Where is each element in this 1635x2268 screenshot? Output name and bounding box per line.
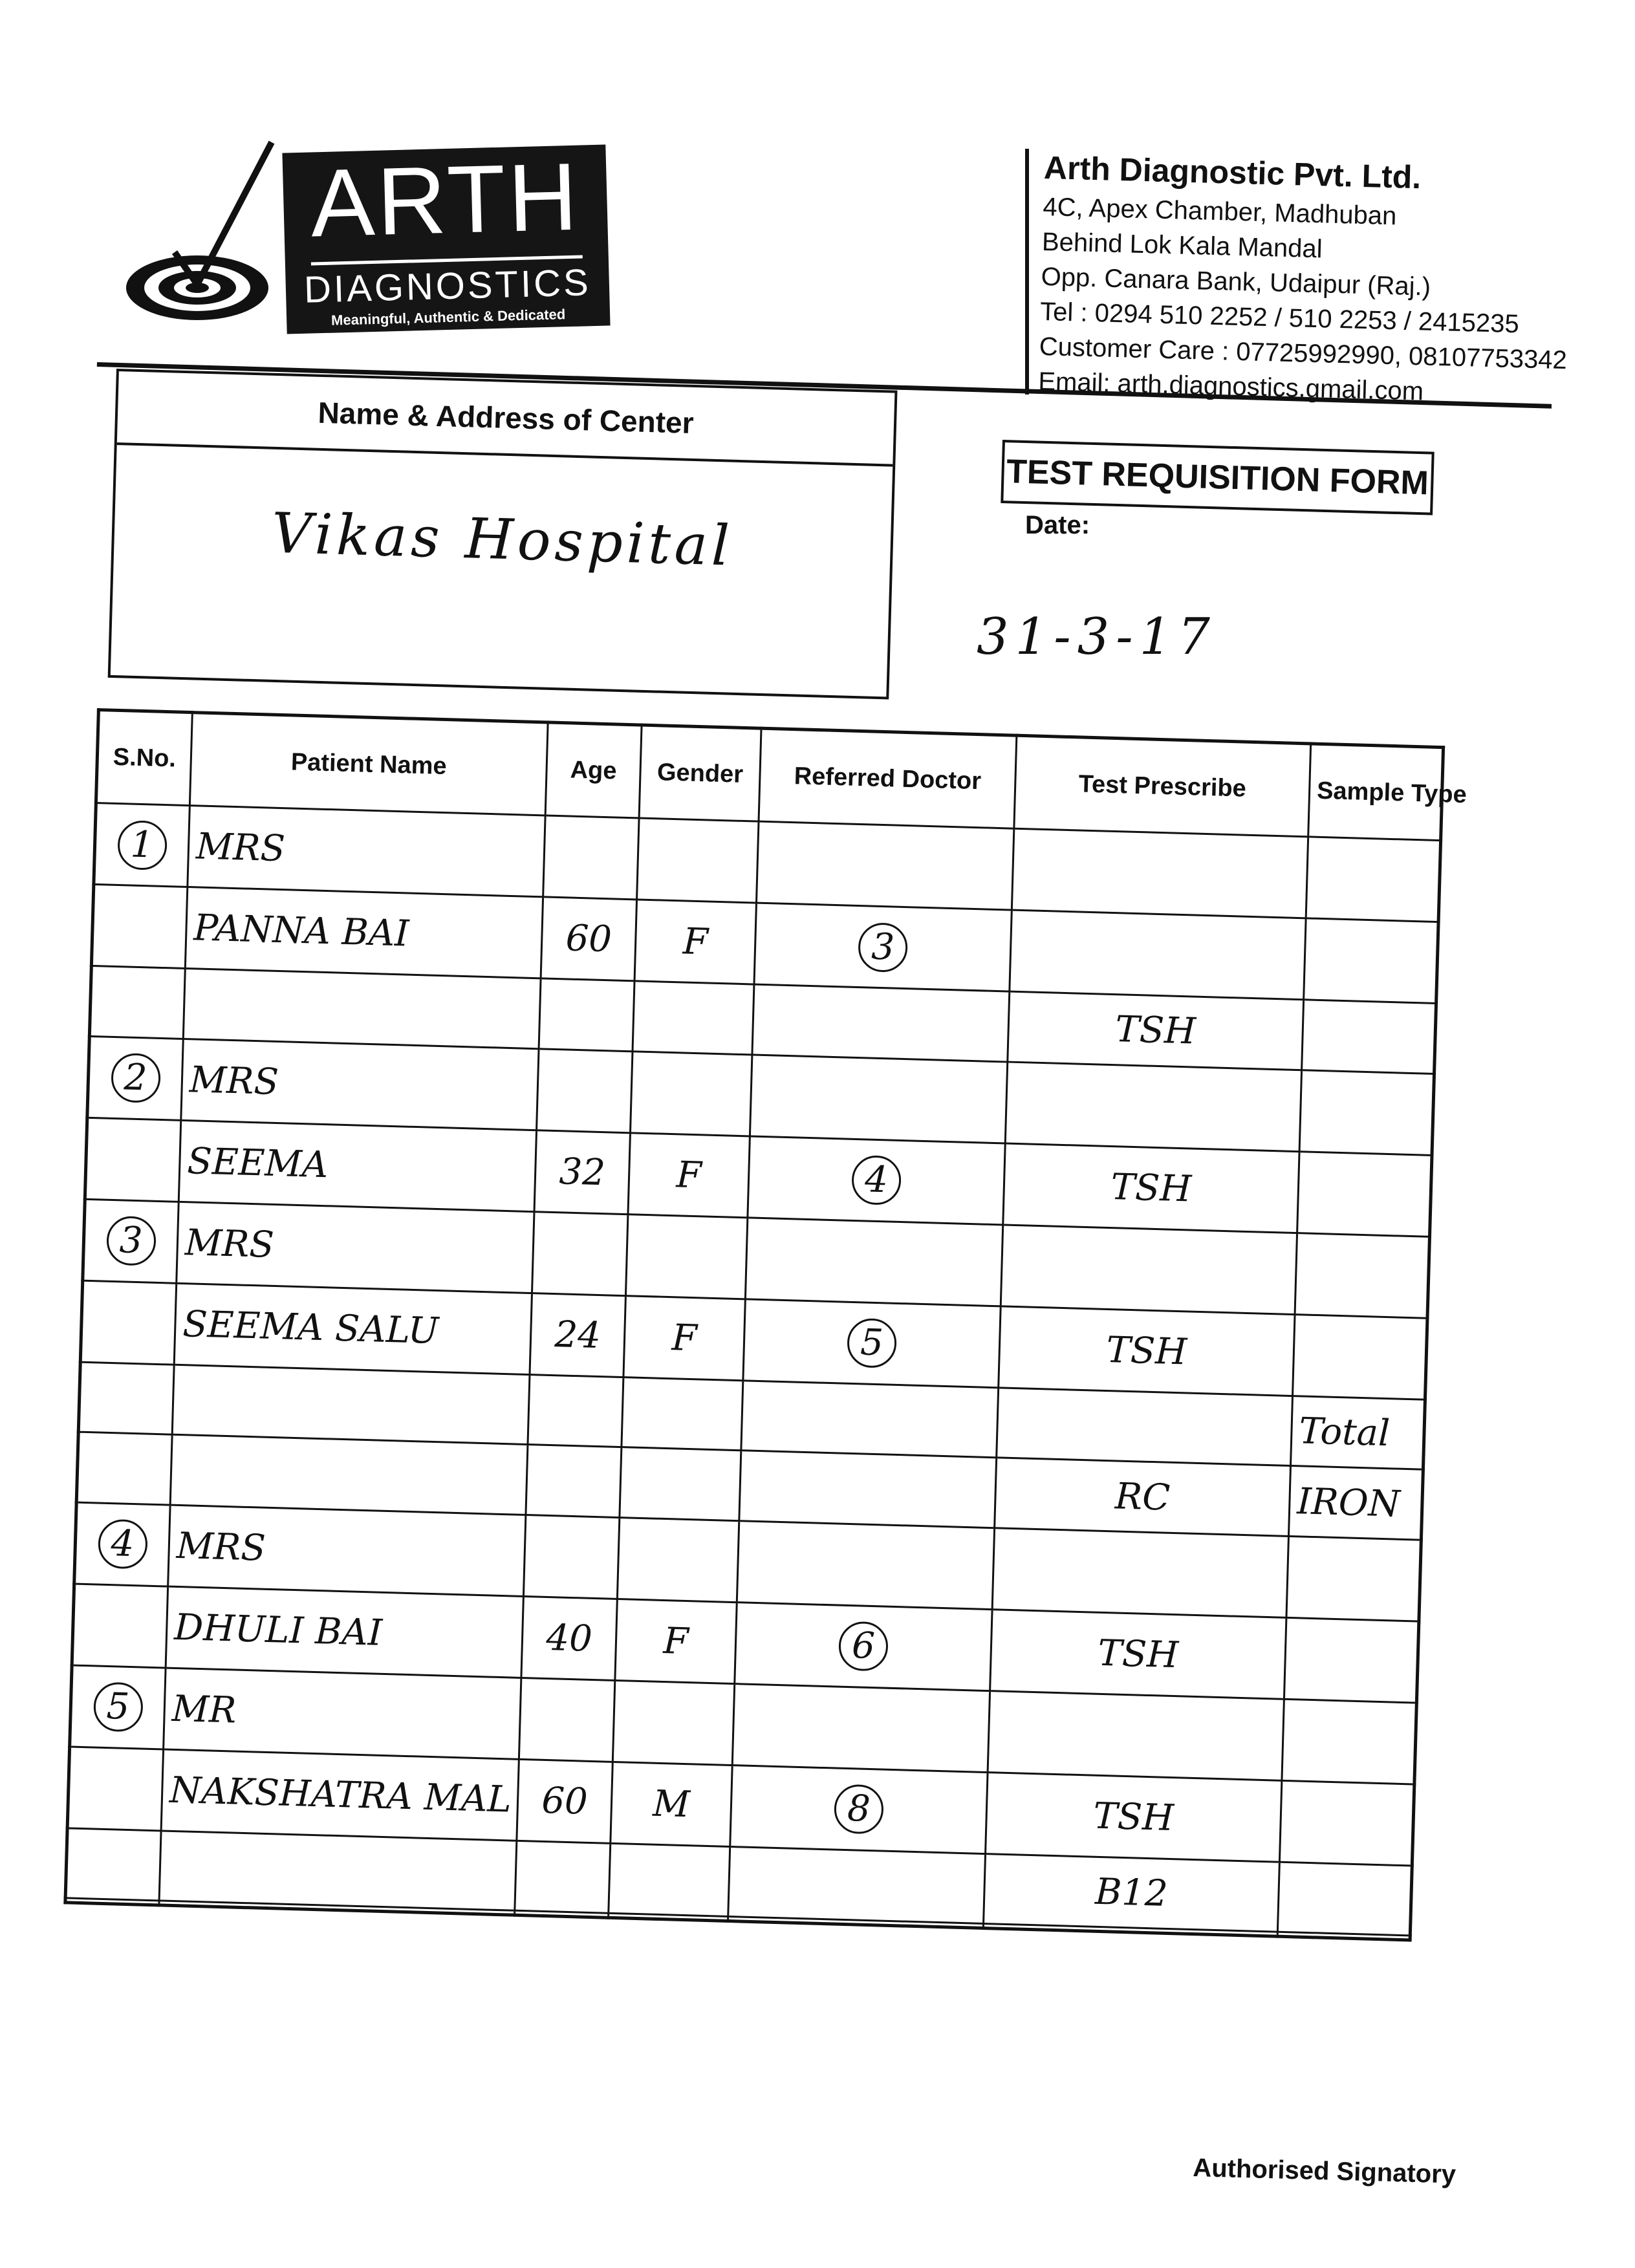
cell-sample-type <box>1302 1000 1436 1074</box>
cell-referred-doctor <box>743 1299 1001 1388</box>
col-header-age: Age <box>545 722 642 818</box>
cell-patient-name-value: MRS <box>189 1058 279 1103</box>
cell-sno <box>65 1828 161 1901</box>
cell-patient-name <box>170 1434 528 1515</box>
col-header-sample-type: Sample Type <box>1308 744 1444 841</box>
cell-referred-doctor-value: 3 <box>858 922 908 973</box>
target-check-icon <box>123 226 272 323</box>
cell-test-prescribe <box>984 1854 1280 1932</box>
cell-sno <box>78 1362 174 1435</box>
form-title: TEST REQUISITION FORM <box>1001 440 1434 515</box>
cell-age <box>541 897 636 981</box>
cell-patient-name <box>161 1749 519 1841</box>
cell-age <box>530 1293 625 1377</box>
cell-sno <box>67 1747 163 1831</box>
email-line: Email: arth.diagnostics.gmail.com <box>1037 367 1424 406</box>
center-box <box>108 369 898 700</box>
cell-patient-name <box>183 969 541 1049</box>
cell-referred-doctor <box>732 1683 990 1772</box>
customer-care-line: Customer Care : 07725992990, 08107753342 <box>1039 332 1568 375</box>
patient-table <box>63 708 1467 1941</box>
cell-referred-doctor <box>739 1451 997 1528</box>
cell-age <box>532 1211 628 1295</box>
cell-patient-name <box>174 1283 532 1374</box>
cell-sno <box>85 1118 180 1202</box>
col-header-test-prescribe: Test Prescribe <box>1014 735 1311 837</box>
cell-test-prescribe-value: TSH <box>1097 1632 1179 1677</box>
cell-referred-doctor <box>737 1520 994 1609</box>
logo-badge <box>282 145 610 334</box>
cell-test-prescribe-value: TSH <box>1105 1328 1188 1374</box>
cell-sample-type <box>1288 1466 1423 1540</box>
cell-sample-type <box>1304 918 1438 1004</box>
cell-gender-value: F <box>671 1316 698 1360</box>
cell-patient-name-value: DHULI BAI <box>173 1606 383 1654</box>
logo-tagline: Meaningful, Authentic & Dedicated <box>330 306 566 329</box>
cell-referred-doctor-value: 8 <box>834 1784 884 1835</box>
cell-sample-type <box>1293 1314 1427 1399</box>
phone-line: Tel : 0294 510 2252 / 510 2253 / 2415235 <box>1039 297 1520 339</box>
cell-patient-name-value: SEEMA SALU <box>182 1302 440 1352</box>
cell-test-prescribe-value: TSH <box>1092 1795 1175 1840</box>
cell-patient-name-value: SEEMA <box>186 1139 329 1186</box>
center-name-field: Vikas Hospital <box>270 501 734 579</box>
cell-referred-doctor <box>745 1218 1002 1306</box>
date-label: Date: <box>1025 511 1090 539</box>
cell-referred-doctor <box>730 1765 988 1853</box>
cell-test-prescribe <box>1003 1143 1299 1233</box>
col-header-sno: S.No. <box>96 710 192 806</box>
cell-referred-doctor-value: 4 <box>851 1155 902 1205</box>
cell-sample-type-value: IRON <box>1296 1480 1401 1526</box>
cell-sno-value: 3 <box>105 1216 156 1266</box>
cell-gender-value: F <box>662 1619 689 1663</box>
address-line: Behind Lok Kala Mandal <box>1041 227 1323 264</box>
cell-gender <box>630 1051 752 1136</box>
cell-sample-type <box>1282 1699 1416 1784</box>
cell-test-prescribe-value: RC <box>1114 1474 1171 1519</box>
cell-patient-name <box>172 1365 530 1445</box>
cell-gender <box>628 1132 750 1217</box>
cell-age <box>523 1515 619 1599</box>
cell-sno <box>91 885 187 969</box>
cell-patient-name-value: MRS <box>184 1221 275 1266</box>
cell-sample-type <box>1277 1862 1412 1936</box>
cell-test-prescribe <box>1005 1062 1301 1152</box>
cell-patient-name <box>179 1120 536 1211</box>
company-name: Arth Diagnostic Pvt. Ltd. <box>1043 149 1422 196</box>
cell-sno-value: 5 <box>92 1682 143 1733</box>
cell-referred-doctor <box>750 1055 1007 1143</box>
cell-referred-doctor <box>728 1846 986 1923</box>
cell-test-prescribe <box>992 1528 1288 1618</box>
cell-age-value: 60 <box>565 917 612 961</box>
logo-wordmark: ARTH <box>309 143 581 257</box>
cell-test-prescribe-value: B12 <box>1094 1871 1169 1916</box>
cell-patient-name-value: NAKSHATRA MAL <box>169 1769 512 1821</box>
cell-patient-name-value: MRS <box>175 1524 266 1570</box>
cell-gender <box>622 1377 743 1451</box>
cell-test-prescribe <box>990 1610 1286 1700</box>
address-line: Opp. Canara Bank, Udaipur (Raj.) <box>1041 262 1431 301</box>
cell-sno <box>72 1584 168 1668</box>
cell-test-prescribe <box>995 1458 1291 1536</box>
cell-gender <box>609 1843 730 1917</box>
cell-referred-doctor <box>754 903 1012 991</box>
cell-sample-type-value: Total <box>1298 1410 1391 1455</box>
cell-sno <box>70 1665 166 1749</box>
cell-sno-value: 2 <box>111 1053 161 1103</box>
cell-referred-doctor <box>741 1381 999 1458</box>
cell-test-prescribe <box>997 1388 1293 1466</box>
cell-sample-type <box>1297 1151 1432 1237</box>
cell-patient-name <box>166 1586 523 1678</box>
cell-age-value: 32 <box>558 1150 606 1194</box>
cell-sample-type <box>1286 1536 1421 1621</box>
cell-sample-type <box>1299 1070 1434 1155</box>
date-field: 31-3-17 <box>977 608 1217 666</box>
cell-sno-value: 1 <box>117 819 168 870</box>
cell-referred-doctor-value: 5 <box>847 1318 897 1368</box>
col-header-referred-doctor: Referred Doctor <box>759 728 1017 828</box>
header-divider <box>1025 149 1029 394</box>
cell-referred-doctor <box>748 1136 1005 1225</box>
cell-gender-value: M <box>652 1782 691 1826</box>
company-address-block <box>1038 146 1572 413</box>
cell-test-prescribe <box>1001 1225 1297 1315</box>
cell-gender-value: F <box>675 1153 702 1197</box>
cell-gender <box>625 1214 747 1299</box>
cell-sample-type <box>1291 1396 1425 1469</box>
cell-age-value: 40 <box>545 1616 593 1660</box>
cell-patient-name <box>164 1668 521 1759</box>
cell-patient-name <box>168 1505 526 1596</box>
cell-sample-type <box>1279 1780 1414 1866</box>
address-line: 4C, Apex Chamber, Madhuban <box>1042 192 1397 231</box>
col-header-gender: Gender <box>639 725 761 821</box>
cell-age <box>519 1678 614 1762</box>
cell-age-value: 60 <box>541 1779 589 1823</box>
cell-age <box>537 1048 633 1132</box>
cell-sample-type <box>1306 837 1440 922</box>
cell-sno <box>80 1280 176 1365</box>
cell-sno <box>94 803 189 887</box>
cell-gender-value: F <box>682 920 709 964</box>
cell-sno <box>74 1502 170 1586</box>
cell-patient-name <box>185 887 543 978</box>
cell-sample-type <box>1295 1233 1429 1318</box>
cell-patient-name <box>177 1202 534 1293</box>
cell-sno <box>87 1036 183 1120</box>
cell-age <box>539 978 634 1052</box>
cell-patient-name-value: PANNA BAI <box>193 907 410 955</box>
cell-gender <box>634 900 756 984</box>
cell-age <box>517 1759 612 1843</box>
cell-referred-doctor <box>752 984 1010 1061</box>
cell-referred-doctor <box>756 821 1013 910</box>
center-heading: Name & Address of Center <box>117 371 895 466</box>
cell-gender <box>623 1295 745 1380</box>
cell-age <box>526 1445 622 1518</box>
cell-test-prescribe <box>988 1691 1284 1781</box>
cell-test-prescribe <box>1010 910 1306 1000</box>
cell-patient-name-value: MRS <box>195 825 286 870</box>
cell-age <box>528 1374 623 1447</box>
cell-age <box>521 1596 617 1680</box>
cell-gender <box>620 1447 741 1521</box>
cell-gender <box>617 1517 739 1602</box>
cell-test-prescribe <box>999 1306 1295 1396</box>
cell-gender <box>612 1680 734 1765</box>
authorised-signatory-label: Authorised Signatory <box>1192 2154 1456 2189</box>
cell-gender <box>633 981 754 1055</box>
cell-age <box>515 1841 611 1914</box>
col-header-patient-name: Patient Name <box>189 713 548 815</box>
cell-gender <box>615 1599 737 1683</box>
cell-gender <box>637 818 759 903</box>
cell-referred-doctor-value: 6 <box>838 1621 889 1672</box>
cell-test-prescribe-value: TSH <box>1114 1008 1196 1053</box>
cell-age <box>534 1130 630 1214</box>
cell-test-prescribe <box>1008 991 1304 1070</box>
arth-logo <box>123 129 627 330</box>
cell-gender <box>611 1762 732 1846</box>
logo-subtitle: DIAGNOSTICS <box>303 261 592 311</box>
cell-referred-doctor <box>735 1602 992 1690</box>
cell-sno-value: 4 <box>97 1519 147 1570</box>
cell-sno <box>83 1199 179 1283</box>
cell-patient-name <box>159 1831 517 1911</box>
cell-test-prescribe <box>986 1773 1282 1863</box>
cell-sno <box>76 1432 172 1505</box>
cell-patient-name <box>188 806 545 897</box>
cell-patient-name <box>181 1039 539 1130</box>
cell-test-prescribe <box>1012 828 1308 918</box>
cell-sample-type <box>1284 1617 1418 1703</box>
cell-patient-name-value: MR <box>171 1687 237 1732</box>
cell-test-prescribe-value: TSH <box>1110 1165 1193 1211</box>
cell-sno <box>89 966 185 1039</box>
cell-age <box>543 815 639 900</box>
cell-age-value: 24 <box>554 1313 601 1357</box>
